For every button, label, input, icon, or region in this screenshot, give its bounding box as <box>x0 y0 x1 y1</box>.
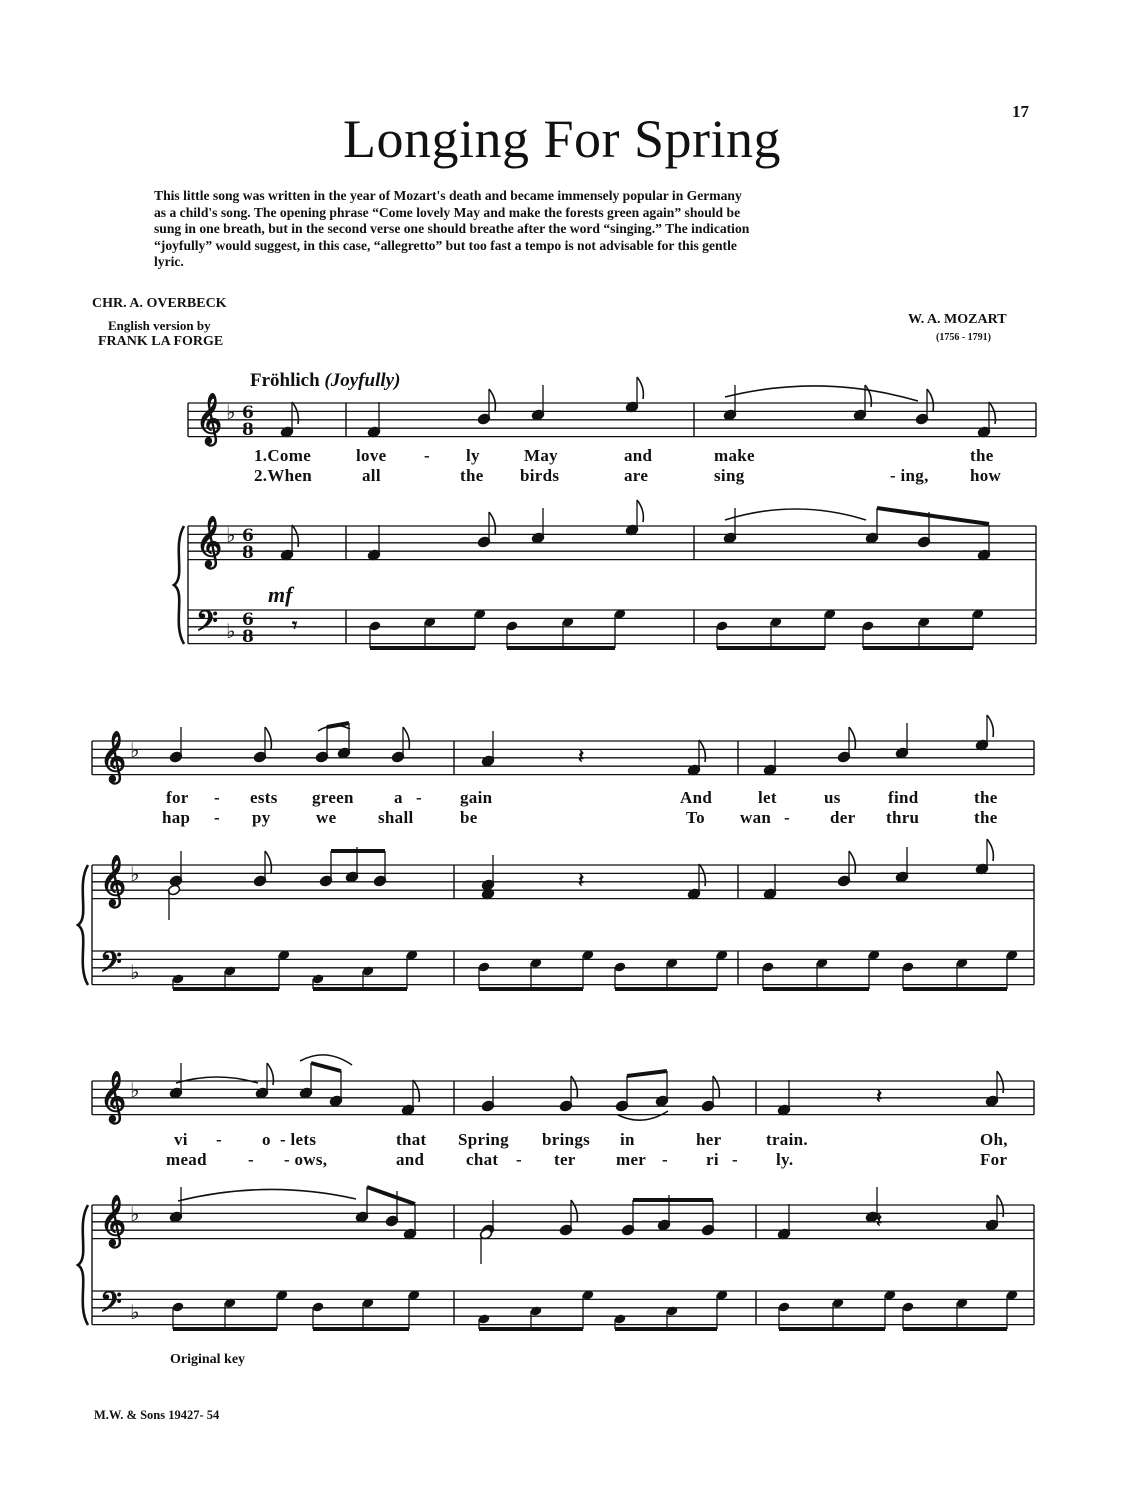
lyric-word: the <box>974 808 998 827</box>
slur <box>176 1077 258 1083</box>
note-flag <box>865 385 871 407</box>
slur <box>725 509 866 520</box>
lyric-word: a <box>394 788 403 807</box>
page-number: 17 <box>1012 102 1029 121</box>
lyric-word: all <box>362 466 381 485</box>
note-flag <box>292 525 298 547</box>
lyric-word: that <box>396 1130 427 1149</box>
lyric-word: the <box>974 788 998 807</box>
note-flag <box>571 1200 577 1222</box>
lyric-word: - <box>216 1130 222 1149</box>
lyric-word: train. <box>766 1130 808 1149</box>
treble-clef-icon: 𝄞 <box>100 855 127 906</box>
flat-icon: ♭ <box>130 1078 140 1102</box>
lyric-word: birds <box>520 466 560 485</box>
translator-label: English version by <box>108 318 211 333</box>
note-flag <box>987 715 993 737</box>
intro-line: This little song was written in the year of Mozart's death and became immensely popular in Germany <box>154 188 742 203</box>
brace <box>78 865 88 985</box>
lyric-word: make <box>714 446 755 465</box>
lyric-word: - ing, <box>890 466 929 485</box>
time-sig-top: 6 <box>242 403 254 423</box>
note-flag <box>637 377 643 399</box>
lyric-word: - <box>248 1150 254 1169</box>
brace <box>78 1205 88 1325</box>
lyric-word: ly. <box>776 1150 794 1169</box>
lyric-word: be <box>460 808 478 827</box>
note-flag <box>699 740 705 762</box>
lyric-word: - lets <box>280 1130 317 1149</box>
time-sig-bottom: 8 <box>242 627 254 647</box>
lyric-word: - <box>662 1150 668 1169</box>
translator-credit: FRANK LA FORGE <box>98 334 224 349</box>
lyric-word: her <box>696 1130 722 1149</box>
note-flag <box>267 1063 273 1085</box>
publisher-footer: M.W. & Sons 19427- 54 <box>94 1408 220 1422</box>
lyric-word: thru <box>886 808 920 827</box>
original-key-note: Original key <box>170 1352 246 1367</box>
treble-clef-icon: 𝄞 <box>100 1071 127 1122</box>
time-sig-top: 6 <box>242 610 254 630</box>
lyric-word: wan <box>740 808 772 827</box>
lyric-word: 1.Come <box>254 446 312 465</box>
lyric-word: - <box>416 788 422 807</box>
flat-icon: ♭ <box>130 862 140 886</box>
lyric-word: py <box>252 808 271 827</box>
note-flag <box>265 727 271 749</box>
flat-icon: ♭ <box>226 400 236 424</box>
lyric-word: green <box>312 788 354 807</box>
lyric-word: shall <box>378 808 414 827</box>
beam <box>627 1071 667 1076</box>
brace <box>174 526 184 644</box>
flat-icon: ♭ <box>130 738 140 762</box>
bass-clef-icon: 𝄢 <box>100 1286 122 1326</box>
treble-clef-icon: 𝄞 <box>100 731 127 782</box>
lyric-word: 2.When <box>254 466 313 485</box>
tempo-german: Fröhlich <box>250 370 320 391</box>
flat-icon: ♭ <box>130 960 140 984</box>
lyric-word: For <box>980 1150 1008 1169</box>
song-title: Longing For Spring <box>342 109 782 169</box>
lyric-word: Oh, <box>980 1130 1008 1149</box>
treble-clef-icon: 𝄞 <box>196 516 223 567</box>
intro-line: as a child's song. The opening phrase “Come lovely May and make the forests green again” should be <box>154 204 741 220</box>
treble-clef-icon: 𝄞 <box>196 393 223 444</box>
lyric-word: der <box>830 808 856 827</box>
lyric-word: mer <box>616 1150 647 1169</box>
quarter-rest-icon: 𝄽 <box>876 1208 883 1232</box>
beam <box>367 1187 415 1204</box>
note-flag <box>713 1076 719 1098</box>
lyric-word: And <box>680 788 713 807</box>
lyric-word: and <box>396 1150 425 1169</box>
dynamic-marking: mf <box>268 582 293 607</box>
lyric-word: brings <box>542 1130 591 1149</box>
note-flag <box>489 512 495 534</box>
lyric-word: Spring <box>458 1130 509 1149</box>
lyric-word: find <box>888 788 919 807</box>
lyric-word: ter <box>554 1150 576 1169</box>
lyric-word: mead <box>166 1150 207 1169</box>
lyric-word: for <box>166 788 189 807</box>
note-flag <box>413 1080 419 1102</box>
lyric-word: o <box>262 1130 271 1149</box>
intro-line: lyric. <box>154 254 184 269</box>
lyric-word: in <box>620 1130 635 1149</box>
lyric-word: May <box>524 446 558 465</box>
bass-clef-icon: 𝄢 <box>196 605 218 645</box>
lyric-word: - <box>732 1150 738 1169</box>
lyric-word: hap <box>162 808 191 827</box>
slur <box>178 1189 356 1201</box>
time-sig-top: 6 <box>242 526 254 546</box>
lyric-word: chat <box>466 1150 499 1169</box>
lyric-word: how <box>970 466 1002 485</box>
lyric-word: we <box>316 808 337 827</box>
flat-icon: ♭ <box>130 1300 140 1324</box>
bass-clef-icon: 𝄢 <box>100 946 122 986</box>
eighth-rest-icon: 𝄾 <box>292 613 298 637</box>
note-flag <box>699 864 705 886</box>
beam <box>877 508 989 524</box>
lyric-word: the <box>460 466 484 485</box>
lyric-word: ly <box>466 446 480 465</box>
note-flag <box>403 727 409 749</box>
slur <box>318 725 350 731</box>
lyric-word: - ows, <box>284 1150 328 1169</box>
lyric-word: sing <box>714 466 745 485</box>
lyric-word: - <box>516 1150 522 1169</box>
lyric-word: and <box>624 446 653 465</box>
lyric-word: ests <box>250 788 278 807</box>
flat-icon: ♭ <box>130 1202 140 1226</box>
slur <box>300 1055 352 1065</box>
lyric-word: - <box>424 446 430 465</box>
composer-credit: W. A. MOZART <box>908 312 1007 327</box>
lyric-word: - <box>214 808 220 827</box>
lyric-word: - <box>214 788 220 807</box>
slur <box>725 386 918 401</box>
lyric-word: ri <box>706 1150 719 1169</box>
note-flag <box>987 839 993 861</box>
time-sig-bottom: 8 <box>242 420 254 440</box>
note-flag <box>571 1076 577 1098</box>
quarter-rest-icon: 𝄽 <box>578 868 585 892</box>
lyricist-credit: CHR. A. OVERBECK <box>92 296 227 311</box>
intro-line: sung in one breath, but in the second verse one should breathe after the word “singing.” The indication <box>154 221 750 236</box>
lyric-word: gain <box>460 788 493 807</box>
quarter-rest-icon: 𝄽 <box>876 1084 883 1108</box>
note-flag <box>489 389 495 411</box>
quarter-rest-icon: 𝄽 <box>578 744 585 768</box>
lyric-word: - <box>784 808 790 827</box>
lyric-word: love <box>356 446 387 465</box>
flat-icon: ♭ <box>226 619 236 643</box>
lyric-word: the <box>970 446 994 465</box>
lyric-word: us <box>824 788 841 807</box>
note-flag <box>849 727 855 749</box>
music-glyphs <box>78 377 1036 1329</box>
note-flag <box>637 500 643 522</box>
intro-line: “joyfully” would suggest, in this case, “allegretto” but too fast a tempo is not advisable for this gentle <box>154 237 737 253</box>
composer-dates: (1756 - 1791) <box>936 332 991 343</box>
lyric-word: To <box>686 808 705 827</box>
lyric-word: vi <box>174 1130 188 1149</box>
slur <box>618 1111 668 1120</box>
note-flag <box>849 851 855 873</box>
lyric-word: let <box>758 788 777 807</box>
note-flag <box>265 851 271 873</box>
note-flag <box>927 389 933 411</box>
tempo-english: (Joyfully) <box>324 370 401 391</box>
time-sig-bottom: 8 <box>242 543 254 563</box>
note-flag <box>989 402 995 424</box>
flat-icon: ♭ <box>226 523 236 547</box>
beam <box>311 1063 341 1071</box>
lyric-word: are <box>624 466 649 485</box>
treble-clef-icon: 𝄞 <box>100 1195 127 1246</box>
note-flag <box>292 402 298 424</box>
